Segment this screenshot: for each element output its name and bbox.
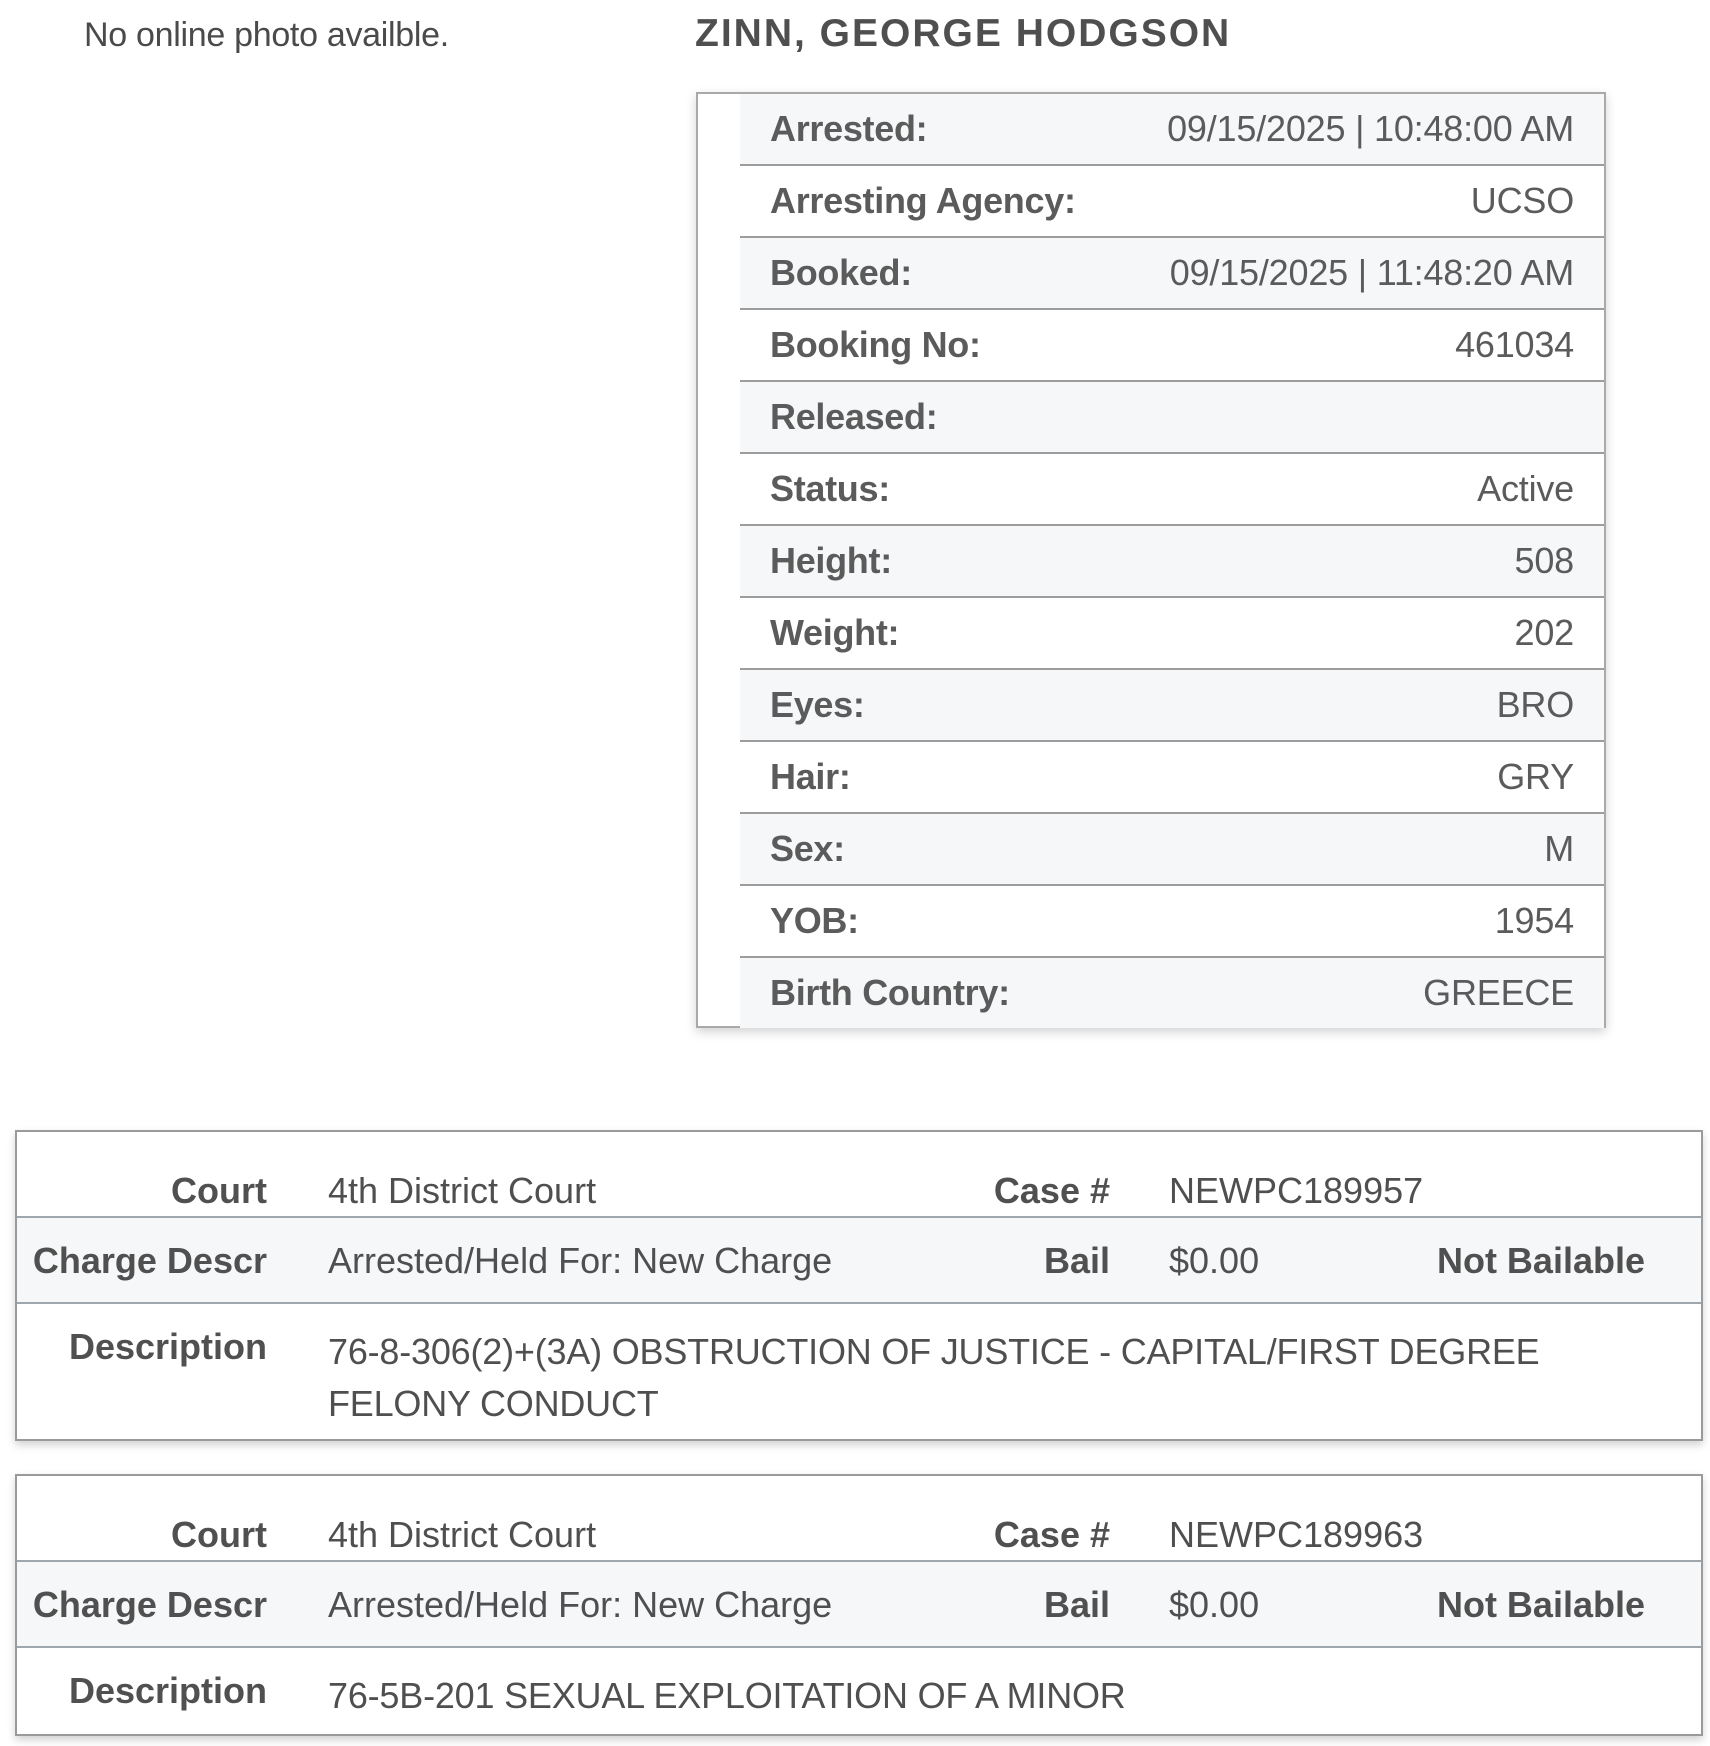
info-label: Height: [770,540,892,581]
info-value: 202 [1514,612,1574,653]
case-number-label: Case # [993,1514,1110,1555]
charge-descr-row [17,1562,1701,1648]
info-label: Arresting Agency: [770,180,1076,221]
info-value: 09/15/2025 | 11:48:20 AM [1169,252,1574,293]
info-row-released [740,382,1604,454]
court-value: 4th District Court [328,1170,597,1211]
info-label: Booked: [770,252,912,293]
bail-value: $0.00 [1169,1240,1260,1281]
info-row-yob [740,886,1604,958]
info-row-arresting-agency [740,166,1604,238]
description-value: 76-8-306(2)+(3A) OBSTRUCTION OF JUSTICE - CAPITAL/FIRST DEGREE FELONY CONDUCT [328,1331,1540,1424]
photo-unavailable-note: No online photo availble. [84,16,449,54]
booking-info-rows [740,94,1604,1026]
info-row-arrested [740,94,1604,166]
info-value: 09/15/2025 | 10:48:00 AM [1167,108,1574,149]
info-row-booked [740,238,1604,310]
info-label: Status: [770,468,890,509]
info-row-sex [740,814,1604,886]
info-row-birth-country [740,958,1604,1028]
info-label: Sex: [770,828,845,869]
case-number-value: NEWPC189963 [1169,1514,1424,1555]
charge-descr-label: Charge Descr [32,1240,267,1281]
info-row-booking-no [740,310,1604,382]
info-label: YOB: [770,900,859,941]
charge-court-row [17,1132,1701,1218]
info-label: Arrested: [770,108,928,149]
description-label: Description [68,1326,267,1367]
info-label: Eyes: [770,684,865,725]
info-value: BRO [1496,684,1574,725]
bail-label: Bail [1043,1240,1110,1281]
bail-status: Not Bailable [1436,1240,1645,1281]
info-value: UCSO [1470,180,1574,221]
bail-value: $0.00 [1169,1584,1260,1625]
info-value: GREECE [1423,972,1574,1013]
info-value: 461034 [1455,324,1574,365]
info-label: Released: [770,396,938,437]
charge-card [15,1474,1703,1736]
charge-descr-value: Arrested/Held For: New Charge [328,1584,833,1625]
charge-descr-value: Arrested/Held For: New Charge [328,1240,833,1281]
charge-card [15,1130,1703,1441]
description-label: Description [68,1670,267,1711]
court-label: Court [171,1170,267,1211]
description-value: 76-5B-201 SEXUAL EXPLOITATION OF A MINOR [328,1675,1126,1716]
info-row-eyes [740,670,1604,742]
info-value: Active [1477,468,1574,509]
case-number-value: NEWPC189957 [1169,1170,1424,1211]
charge-court-row [17,1476,1701,1562]
info-row-weight [740,598,1604,670]
info-value: GRY [1497,756,1574,797]
info-row-height [740,526,1604,598]
info-label: Booking No: [770,324,981,365]
bail-label: Bail [1043,1584,1110,1625]
booking-info-card [696,92,1606,1028]
info-label: Hair: [770,756,851,797]
bail-status: Not Bailable [1436,1584,1645,1625]
charge-descr-label: Charge Descr [32,1584,267,1625]
court-label: Court [171,1514,267,1555]
info-value: M [1544,828,1574,869]
info-label: Weight: [770,612,900,653]
charge-descr-row [17,1218,1701,1304]
info-row-status [740,454,1604,526]
court-value: 4th District Court [328,1514,597,1555]
info-value: 508 [1514,540,1574,581]
inmate-name: ZINN, GEORGE HODGSON [695,12,1232,55]
info-row-hair [740,742,1604,814]
info-label: Birth Country: [770,972,1010,1013]
case-number-label: Case # [993,1170,1110,1211]
info-value: 1954 [1494,900,1574,941]
